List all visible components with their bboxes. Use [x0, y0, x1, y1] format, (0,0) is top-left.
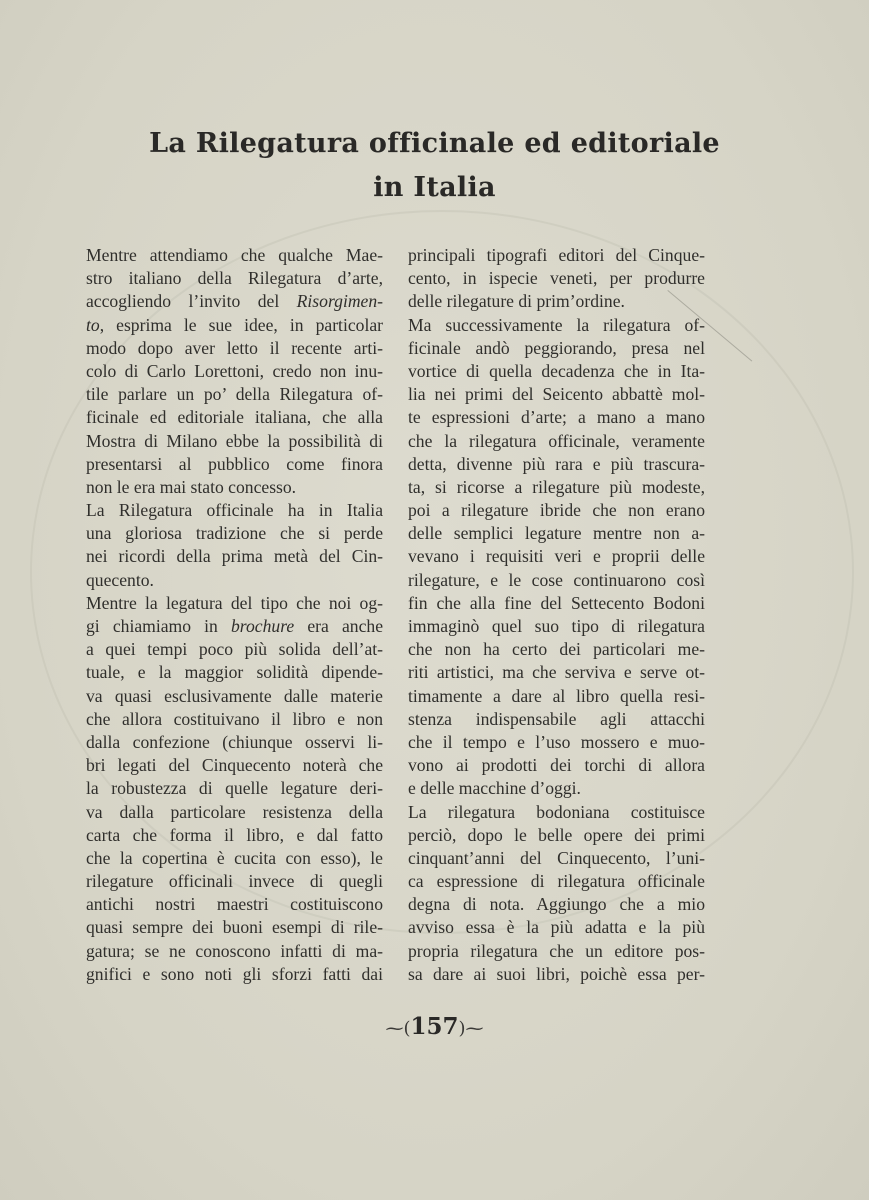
text-line: ca espressione di rilegatura officinale: [408, 871, 705, 892]
left-text-column: [86, 244, 383, 986]
text-line: rilegature officinali invece di quegli: [86, 871, 383, 892]
text-line: colo di Carlo Lorettoni, credo non inu-: [86, 360, 383, 381]
folio-ornament-right: )⁓: [458, 1018, 484, 1039]
text-line: la robustezza di quelle legature deri-: [86, 778, 383, 799]
text-line: antichi nostri maestri costituiscono: [86, 894, 383, 915]
text-line: degna di nota. Aggiungo che a mio: [408, 894, 705, 915]
text-line: gi chiamiamo in brochure era anche: [86, 616, 384, 636]
page-number: [0, 1013, 869, 1040]
text-line: te espressioni d’arte; a mano a mano: [408, 407, 705, 428]
text-line: a quei tempi poco più solida dell’at-: [86, 639, 383, 660]
text-line: La Rilegatura officinale ha in Italia: [86, 500, 383, 521]
text-line: quecento.: [86, 569, 154, 590]
text-line: Mentre la legatura del tipo che noi og-: [86, 592, 383, 613]
text-line: lia nei primi del Seicento abbattè mol-: [408, 384, 705, 405]
right-text-column: [408, 244, 705, 986]
text-line: delle rilegature di prim’ordine.: [408, 291, 625, 312]
text-line: gnifici e sono noti gli sforzi fatti dai: [86, 963, 383, 984]
text-line: vono ai prodotti dei torchi di allora: [408, 755, 705, 776]
text-line: va dalla particolare resistenza della: [86, 801, 383, 822]
text-line: che non ha certo dei particolari me-: [408, 639, 705, 660]
text-line: cento, in ispecie veneti, per produrre: [408, 268, 705, 289]
text-line: carta che forma il libro, e dal fatto: [86, 824, 383, 845]
text-line: ficinale andò peggiorando, presa nel: [408, 337, 705, 358]
text-line: delle semplici legature mentre non a-: [408, 523, 705, 544]
text-line: che la copertina è cucita con esso), le: [86, 847, 383, 868]
text-line: Mentre attendiamo che qualche Mae-: [86, 245, 383, 265]
title-line-2: in Italia: [373, 172, 496, 203]
text-line: quasi sempre dei buoni esempi di rile-: [86, 917, 383, 938]
text-line: che allora costituivano il libro e non: [86, 708, 383, 729]
text-line: stenza indispensabile agli attacchi: [408, 708, 705, 729]
text-line: stro italiano della Rilegatura d’arte,: [86, 268, 383, 289]
text-line: sa dare ai suoi libri, poichè essa per-: [408, 963, 705, 984]
text-line: Mostra di Milano ebbe la possibilità di: [86, 430, 383, 451]
text-line: nei ricordi della prima metà del Cin-: [86, 546, 383, 567]
text-line: tuale, e la maggior solidità dipende-: [86, 662, 383, 683]
text-line: timamente a dare al libro quella resi-: [408, 685, 705, 706]
title-line-1: La Rilegatura officinale ed editoriale: [149, 128, 720, 159]
page-title: [0, 122, 869, 210]
text-line: e delle macchine d’oggi.: [408, 778, 581, 799]
text-line: tile parlare un po’ della Rilegatura of-: [86, 384, 383, 405]
text-line: poi a rilegature ibride che non erano: [408, 500, 705, 521]
text-line: detta, divenne più rara e più trascura-: [408, 453, 705, 474]
text-line: una gloriosa tradizione che si perde: [86, 523, 383, 544]
text-line: gatura; se ne conoscono infatti di ma-: [86, 940, 383, 961]
folio-number: 157: [410, 1013, 459, 1040]
text-line: Ma successivamente la rilegatura of-: [408, 314, 705, 335]
text-line: propria rilegatura che un editore pos-: [408, 940, 705, 961]
text-line: perciò, dopo le belle opere dei primi: [408, 824, 705, 845]
text-line: bri legati del Cinquecento noterà che: [86, 755, 383, 776]
text-line: accogliendo l’invito del Risorgimen-: [86, 291, 383, 312]
text-line: La rilegatura bodoniana costituisce: [408, 801, 705, 822]
text-line: avviso essa è la più adatta e la più: [408, 917, 705, 938]
text-line: immaginò quel suo tipo di rilegatura: [408, 616, 705, 636]
text-line: non le era mai stato concesso.: [86, 476, 297, 497]
text-line: cinquant’anni del Cinquecento, l’uni-: [408, 847, 705, 868]
text-line: fin che alla fine del Settecento Bodoni: [408, 592, 705, 613]
text-line: ta, si ricorse a rilegature più modeste,: [408, 476, 705, 497]
text-line: to, esprima le sue idee, in particolar: [86, 314, 383, 335]
text-line: va quasi esclusivamente dalle materie: [86, 685, 383, 706]
text-line: rilegature, e le cose continuarono così: [408, 569, 705, 590]
text-line: principali tipografi editori del Cinque-: [408, 245, 705, 265]
text-line: che il tempo e l’uso mossero e muo-: [408, 731, 705, 752]
text-line: ficinale ed editoriale italiana, che alla: [86, 407, 383, 428]
folio-ornament-left: ⁓(: [385, 1018, 411, 1039]
text-line: vortice di quella decadenza che in Ita-: [408, 360, 705, 381]
text-line: che la rilegatura officinale, veramente: [408, 430, 705, 451]
text-line: modo dopo aver letto il recente arti-: [86, 337, 383, 358]
text-line: dalla confezione (chiunque osservi li-: [86, 731, 383, 752]
text-line: presentarsi al pubblico come finora: [86, 453, 383, 474]
text-line: riti artistici, ma che serviva e serve ot-: [408, 662, 705, 683]
text-line: vevano i requisiti veri e proprii delle: [408, 546, 705, 567]
